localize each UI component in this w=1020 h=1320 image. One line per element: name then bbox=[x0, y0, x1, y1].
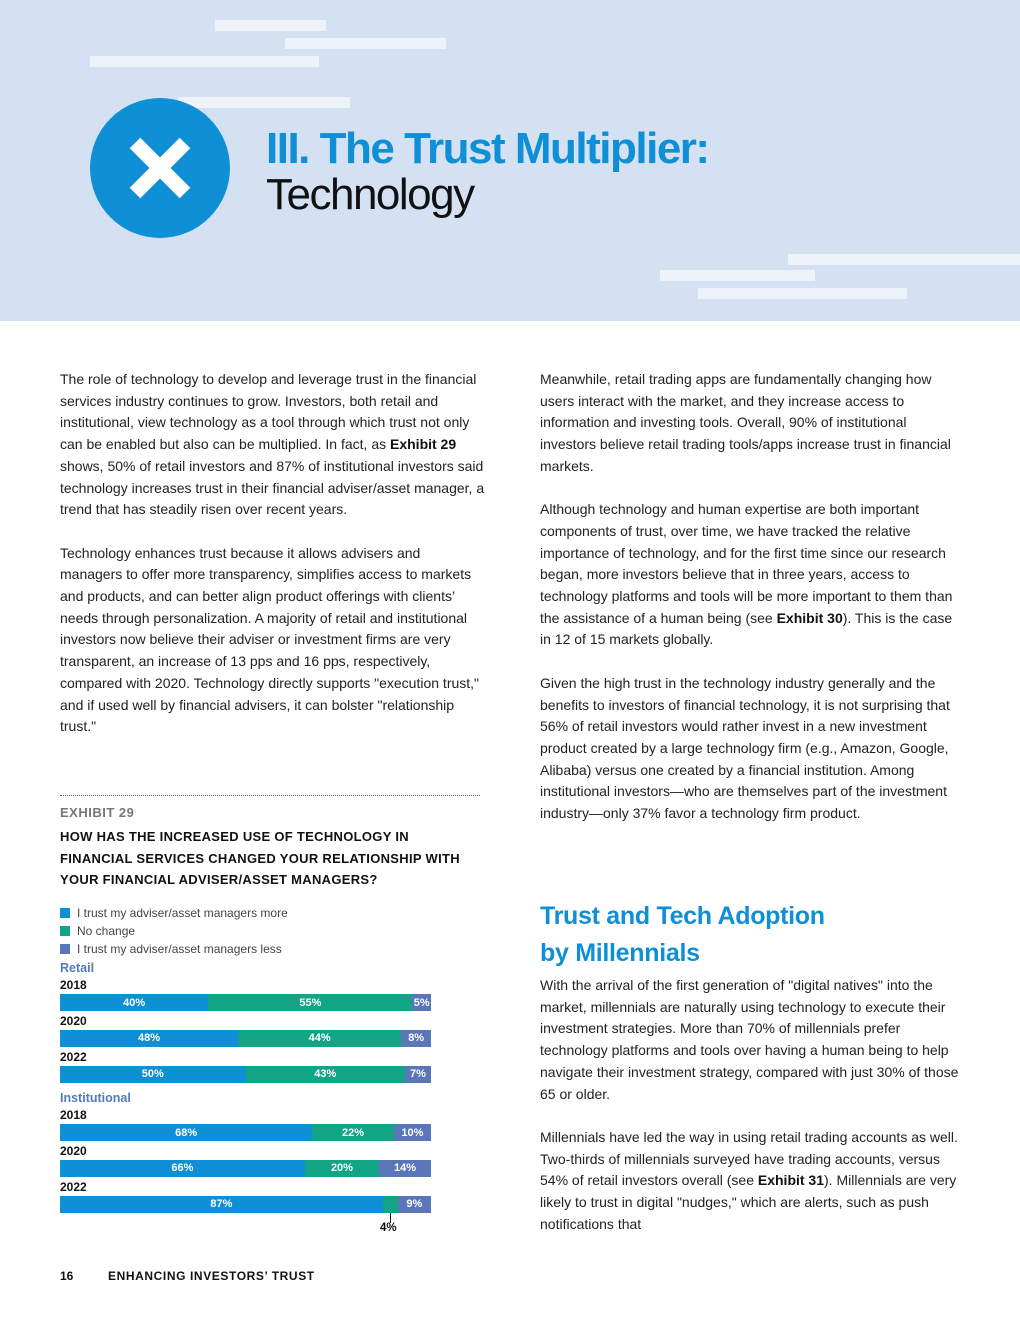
section-heading-line: by Millennials bbox=[540, 939, 700, 967]
bar-year-label: 2018 bbox=[60, 1108, 87, 1122]
stacked-bar bbox=[60, 1160, 431, 1177]
bar-year-label: 2022 bbox=[60, 1179, 87, 1194]
bar-value-label: 7% bbox=[410, 1068, 426, 1081]
right-column-bottom bbox=[540, 975, 965, 1235]
paragraph: Technology enhances trust because it allows advisers and managers to offer more transparency, simplifies access to markets and products, and can better align product offerings with clients’ needs through personalization. A majority of retail and institutional investors now believe their adviser or investment firms are very transparent, an increase of 13 pps and 16 pps, respectively, compared with 2020. Technology directly supports "execution trust," and if used well by financial advisers, it can bolster "relationship trust." bbox=[60, 544, 480, 735]
bar-segment bbox=[246, 1066, 406, 1083]
bar-segment bbox=[405, 1066, 431, 1083]
bar-segment bbox=[394, 1124, 431, 1141]
decorative-stripe bbox=[660, 270, 815, 281]
bar-value-label: 44% bbox=[308, 1032, 331, 1045]
bar-segment bbox=[398, 1196, 431, 1213]
x-icon bbox=[90, 98, 230, 238]
legend-label: I trust my adviser/asset managers more bbox=[77, 906, 288, 920]
legend-item bbox=[60, 904, 288, 922]
bar-segment bbox=[60, 1160, 305, 1177]
text-run: ). This is the case in 12 of 15 markets globally. bbox=[540, 609, 953, 648]
stacked-bar bbox=[60, 1196, 431, 1213]
bar-segment bbox=[60, 994, 208, 1011]
exhibit-reference: Exhibit 29 bbox=[390, 436, 457, 453]
page-number: 16 bbox=[60, 1269, 74, 1283]
paragraph bbox=[540, 1127, 965, 1236]
legend-item bbox=[60, 922, 288, 940]
bar-value-label: 8% bbox=[408, 1032, 425, 1045]
legend-label: I trust my adviser/asset managers less bbox=[77, 942, 282, 956]
exhibit-label: EXHIBIT 29 bbox=[60, 805, 135, 820]
exhibit-reference: Exhibit 30 bbox=[776, 609, 843, 626]
bar-value-label: 40% bbox=[123, 996, 146, 1009]
left-column bbox=[60, 369, 485, 738]
text-run: Millennials have led the way in using retail trading accounts as well. Two-thirds of millennials surveyed have trading accounts, versus 54% of retail investors overall (see bbox=[540, 1128, 958, 1189]
bar-year-label: 2020 bbox=[60, 1143, 87, 1158]
dotted-divider bbox=[60, 795, 480, 796]
bar-value-label: 20% bbox=[330, 1162, 353, 1175]
bar-value-label: 50% bbox=[141, 1068, 164, 1081]
bar-segment bbox=[60, 1124, 312, 1141]
paragraph: With the arrival of the first generation of "digital natives" into the market, millennials are naturally using technology to execute their investment strategies. More than 70% of millennials prefer technology platforms and tools over having a human being to help navigate their investment strategy, compared with just 30% of those 65 or older. bbox=[540, 977, 959, 1102]
stacked-bar bbox=[60, 1066, 431, 1083]
legend-swatch bbox=[60, 944, 70, 954]
bar-value-label: 14% bbox=[394, 1162, 417, 1175]
paragraph: Meanwhile, retail trading apps are fundamentally changing how users interact with the market, and they increase access to information and investing tools. Overall, 90% of institutional investors believe retail trading tools/apps increase trust in financial markets. bbox=[540, 371, 951, 474]
page-subtitle: Technology bbox=[266, 170, 474, 219]
bar-value-label: 9% bbox=[406, 1198, 423, 1211]
bar-year-label: 2018 bbox=[60, 978, 87, 992]
decorative-stripe bbox=[90, 56, 319, 67]
bar-year-label: 2022 bbox=[60, 1049, 87, 1064]
bar-value-label: 55% bbox=[299, 996, 322, 1009]
exhibit-reference: Exhibit 31 bbox=[757, 1172, 825, 1189]
bar-value-label: 66% bbox=[171, 1162, 194, 1175]
bar-segment bbox=[305, 1160, 379, 1177]
paragraph bbox=[60, 369, 485, 521]
callout-label: 4% bbox=[380, 1222, 397, 1234]
bar-value-label: 5% bbox=[413, 996, 430, 1009]
decorative-stripe bbox=[215, 20, 326, 31]
stacked-bar bbox=[60, 1030, 431, 1047]
exhibit-question: HOW HAS THE INCREASED USE OF TECHNOLOGY IN FINANCIAL SERVICES CHANGED YOUR RELATIONSHIP WITH YOUR FINANCIAL ADVISER/ASSET MANAGERS? bbox=[60, 829, 460, 887]
bar-segment bbox=[208, 994, 412, 1011]
decorative-stripe bbox=[788, 254, 1020, 265]
paragraph bbox=[540, 499, 965, 651]
text-run: ). Millennials are very likely to trust in digital "nudges," which are alerts, such as push notifications that bbox=[540, 1172, 957, 1232]
stacked-bar bbox=[60, 994, 431, 1011]
bar-value-label: 10% bbox=[401, 1126, 424, 1139]
text-run: shows, 50% of retail investors and 87% of institutional investors said technology increases trust in their financial adviser/asset manager, a trend that has steadily risen over recent years. bbox=[60, 457, 485, 518]
legend-label: No change bbox=[77, 924, 136, 938]
section-heading bbox=[540, 898, 960, 972]
bar-value-label: 87% bbox=[210, 1198, 233, 1211]
chart-group-label: Retail bbox=[60, 961, 95, 975]
bar-year-label: 2020 bbox=[60, 1013, 87, 1028]
bar-value-label: 48% bbox=[138, 1032, 161, 1045]
bar-value-label: 43% bbox=[314, 1068, 337, 1081]
bar-segment bbox=[383, 1196, 398, 1213]
bar-segment bbox=[401, 1030, 431, 1047]
decorative-stripe bbox=[285, 38, 446, 49]
bar-value-label: 22% bbox=[342, 1126, 365, 1139]
text-run: The role of technology to develop and leverage trust in the financial services industry continues to grow. Investors, both retail and institutional, view technology as a tool through which trust not only can be enabled but also can be multiplied. In fact, as bbox=[60, 371, 477, 453]
bar-segment bbox=[379, 1160, 431, 1177]
stacked-bar bbox=[60, 1124, 431, 1141]
bar-segment bbox=[412, 994, 431, 1011]
page-title: III. The Trust Multiplier: bbox=[266, 124, 709, 173]
bar-segment bbox=[60, 1196, 383, 1213]
bar-segment bbox=[60, 1066, 246, 1083]
header-banner bbox=[0, 0, 1020, 321]
paragraph: Given the high trust in the technology industry generally and the benefits to investors of financial technology, it is not surprising that 56% of retail investors would rather invest in a new investment product created by a large technology firm (e.g., Amazon, Google, Alibaba) versus one created by a financial institution. Among institutional investors—who are themselves part of the investment industry—only 37% favor a technology firm product. bbox=[540, 674, 950, 822]
bar-segment bbox=[238, 1030, 401, 1047]
legend-swatch bbox=[60, 908, 70, 918]
bar-value-label: 68% bbox=[175, 1126, 198, 1139]
text-run: Although technology and human expertise are both important components of trust, over time, we have tracked the relative importance of technology, and for the first time since our research began, more investors believe that in three years, access to technology platforms and tools will be more important to them than the assistance of a human being (see bbox=[540, 501, 953, 626]
legend-item bbox=[60, 940, 288, 958]
right-column-top bbox=[540, 369, 965, 825]
chart-group-label: Institutional bbox=[60, 1091, 131, 1105]
bar-segment bbox=[312, 1124, 394, 1141]
footer-title: ENHANCING INVESTORS’ TRUST bbox=[108, 1269, 315, 1283]
chart-legend bbox=[60, 904, 288, 958]
bar-segment bbox=[60, 1030, 238, 1047]
legend-swatch bbox=[60, 926, 70, 936]
section-heading-line: Trust and Tech Adoption bbox=[540, 902, 825, 930]
decorative-stripe bbox=[698, 288, 907, 299]
